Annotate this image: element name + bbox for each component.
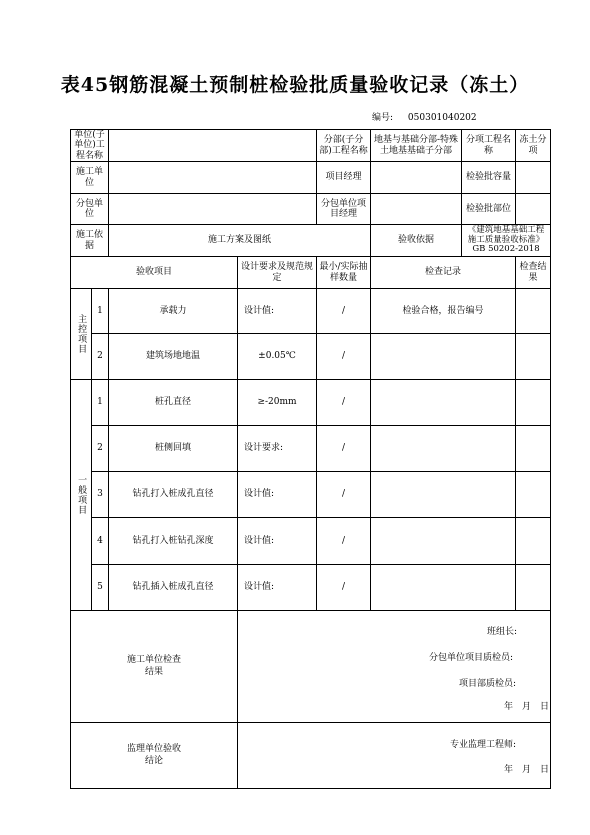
item-name: 桩侧回填 [109, 426, 238, 472]
batch-part-value[interactable] [516, 194, 551, 225]
design-requirement[interactable]: 设计值: [238, 289, 317, 334]
team-leader-label: 班组长: [487, 627, 518, 638]
item-name: 钻孔插入桩成孔直径 [109, 565, 238, 611]
division-label: 分部(子分部)工程名称 [317, 130, 371, 162]
col-design: 设计要求及规范规定 [238, 257, 317, 289]
general-row-3 [71, 472, 551, 518]
design-requirement[interactable]: 设计要求: [238, 426, 317, 472]
general-row-4 [71, 518, 551, 565]
row-no: 1 [92, 380, 109, 426]
sample-count[interactable]: / [317, 518, 371, 565]
supervision-check-row [71, 723, 551, 789]
general-row-5 [71, 565, 551, 611]
unit-value[interactable] [109, 130, 317, 162]
inspection-record-table [70, 129, 551, 789]
sample-count[interactable]: / [317, 334, 371, 380]
check-record[interactable]: 检验合格，报告编号 [371, 289, 516, 334]
construction-check-label: 施工单位检查结果 [71, 611, 238, 723]
check-record[interactable] [371, 518, 516, 565]
item-name: 钻孔打入桩成孔直径 [109, 472, 238, 518]
supervision-signature-area[interactable] [238, 723, 551, 789]
check-result[interactable] [516, 289, 551, 334]
check-result[interactable] [516, 565, 551, 611]
check-result[interactable] [516, 518, 551, 565]
item-name: 桩孔直径 [109, 380, 238, 426]
subcontract-unit-value[interactable] [109, 194, 317, 225]
header-row-unit [71, 130, 551, 162]
col-item: 验收项目 [71, 257, 238, 289]
construction-date: 年 月 日 [504, 702, 550, 713]
sample-count[interactable]: / [317, 289, 371, 334]
subitem-value[interactable]: 冻土分项 [516, 130, 551, 162]
subitem-label: 分项工程名称 [462, 130, 516, 162]
sample-count[interactable]: / [317, 380, 371, 426]
check-result[interactable] [516, 472, 551, 518]
check-result[interactable] [516, 334, 551, 380]
subcontract-manager-label: 分包单位项目经理 [317, 194, 371, 225]
batch-capacity-value[interactable] [516, 162, 551, 194]
acceptance-basis-value[interactable]: 《建筑地基基础工程施工质量验收标准》GB 50202-2018 [462, 225, 551, 257]
header-row-construction [71, 162, 551, 194]
design-requirement[interactable]: 设计值: [238, 518, 317, 565]
subcontract-manager-value[interactable] [371, 194, 462, 225]
item-name: 承载力 [109, 289, 238, 334]
subcontract-inspector-label: 分包单位项目质检员: [429, 653, 514, 664]
project-manager-label: 项目经理 [317, 162, 371, 194]
row-no: 3 [92, 472, 109, 518]
header-row-subcontract [71, 194, 551, 225]
row-no: 2 [92, 426, 109, 472]
project-manager-value[interactable] [371, 162, 462, 194]
general-group-label: 一般项目 [71, 380, 92, 611]
code-value: 050301040202 [407, 113, 477, 123]
row-no: 1 [92, 289, 109, 334]
check-record[interactable] [371, 380, 516, 426]
construction-check-row [71, 611, 551, 723]
batch-part-label: 检验批部位 [462, 194, 516, 225]
project-inspector-label: 项目部质检员: [459, 679, 517, 690]
supervision-engineer-label: 专业监理工程师: [450, 740, 517, 751]
main-row-1 [71, 289, 551, 334]
subcontract-unit-label: 分包单位 [71, 194, 109, 225]
check-record[interactable] [371, 426, 516, 472]
general-row-2 [71, 426, 551, 472]
sample-count[interactable]: / [317, 426, 371, 472]
construction-unit-value[interactable] [109, 162, 317, 194]
division-value[interactable]: 地基与基础分部-特殊土地基基础子分部 [371, 130, 462, 162]
col-record: 检查记录 [371, 257, 516, 289]
header-row-basis [71, 225, 551, 257]
construction-check-signature-area[interactable] [238, 611, 551, 723]
record-code [372, 110, 477, 123]
basis-label: 施工依据 [71, 225, 109, 257]
main-group-label: 主控项目 [71, 289, 92, 380]
sample-count[interactable]: / [317, 565, 371, 611]
check-record[interactable] [371, 472, 516, 518]
row-no: 4 [92, 518, 109, 565]
check-result[interactable] [516, 426, 551, 472]
col-result: 检查结果 [516, 257, 551, 289]
batch-capacity-label: 检验批容量 [462, 162, 516, 194]
design-requirement[interactable]: ≥-20mm [238, 380, 317, 426]
item-name: 钻孔打入桩钻孔深度 [109, 518, 238, 565]
basis-value[interactable]: 施工方案及图纸 [109, 225, 371, 257]
item-name: 建筑场地地温 [109, 334, 238, 380]
supervision-check-label: 监理单位验收结论 [71, 723, 238, 789]
row-no: 5 [92, 565, 109, 611]
supervision-date: 年 月 日 [504, 765, 550, 776]
check-record[interactable] [371, 334, 516, 380]
unit-label: 单位(子单位)工程名称 [71, 130, 109, 162]
column-header-row [71, 257, 551, 289]
acceptance-basis-label: 验收依据 [371, 225, 462, 257]
check-record[interactable] [371, 565, 516, 611]
design-requirement[interactable]: 设计值: [238, 565, 317, 611]
design-requirement[interactable]: 设计值: [238, 472, 317, 518]
row-no: 2 [92, 334, 109, 380]
check-result[interactable] [516, 380, 551, 426]
code-label: 编号: [372, 113, 394, 123]
general-row-1 [71, 380, 551, 426]
sample-count[interactable]: / [317, 472, 371, 518]
col-sample: 最小/实际抽样数量 [317, 257, 371, 289]
page-title: 表45钢筋混凝土预制桩检验批质量验收记录（冻土） [60, 74, 530, 96]
design-requirement[interactable]: ±0.05℃ [238, 334, 317, 380]
main-row-2 [71, 334, 551, 380]
construction-unit-label: 施工单位 [71, 162, 109, 194]
